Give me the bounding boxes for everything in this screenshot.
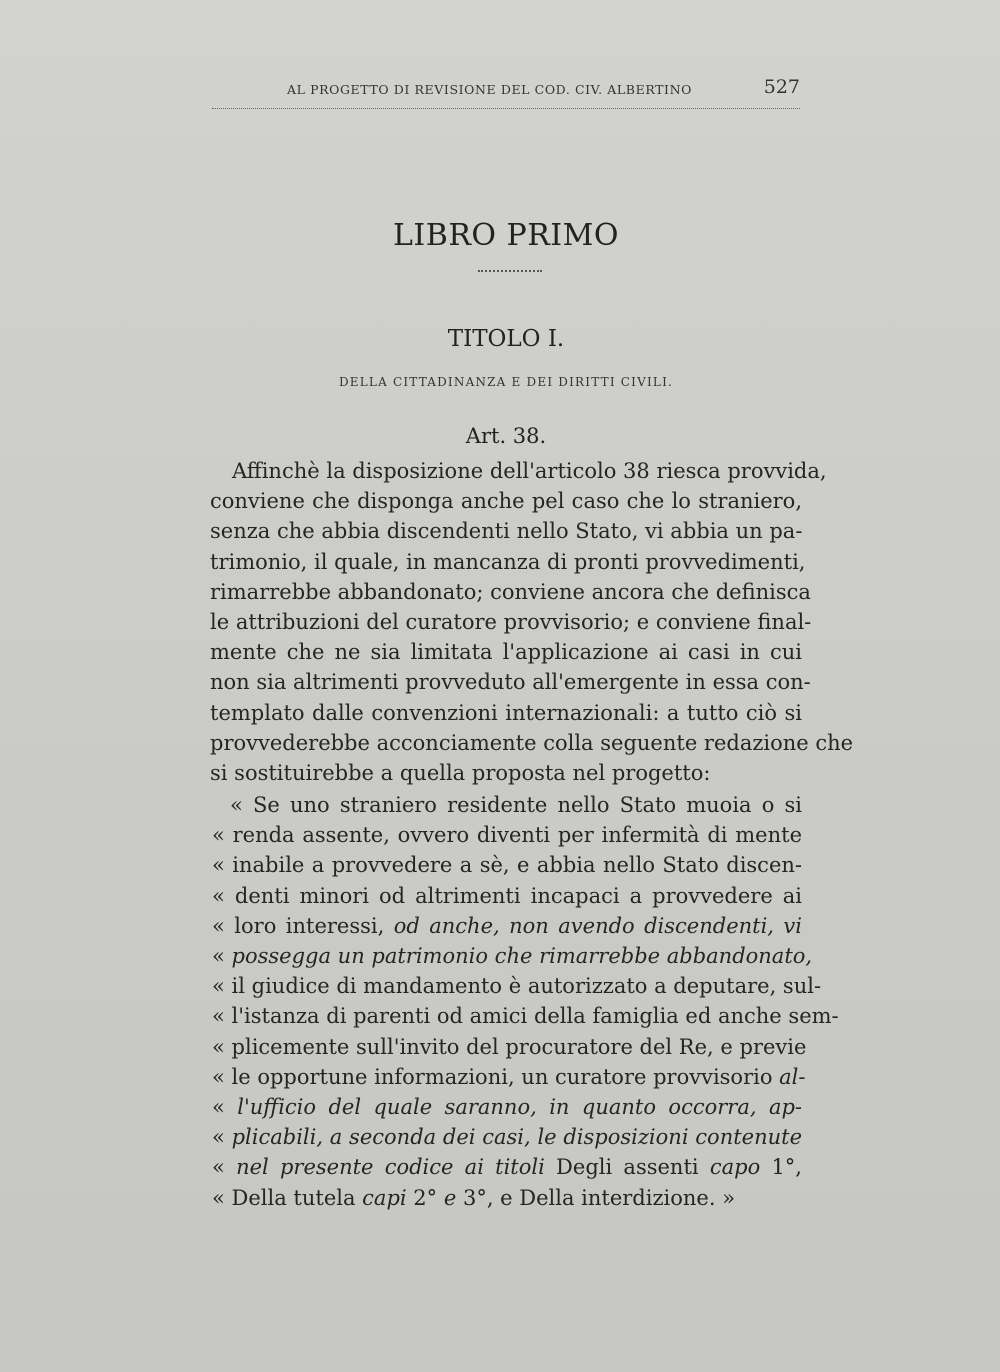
- guillemet: «: [212, 853, 233, 878]
- italic-text: l'ufficio del quale saranno, in quanto occorra, ap-: [237, 1095, 803, 1119]
- roman-text: Se uno straniero residente nello Stato muoia o si: [253, 793, 803, 817]
- guillemet: «: [212, 883, 235, 908]
- paragraph-line: le attribuzioni del curatore provvisorio; e conviene final-: [210, 610, 812, 634]
- quote-line: [212, 1152, 802, 1182]
- roman-text: Degli assenti: [544, 1155, 710, 1180]
- roman-text: il giudice di mandamento è autorizzato a deputare, sul-: [231, 974, 822, 999]
- roman-text: l'istanza di parenti od amici della famiglia ed anche sem-: [231, 1004, 839, 1029]
- paragraph-line: senza che abbia discendenti nello Stato, vi abbia un pa-: [210, 519, 803, 544]
- quote-line: [212, 881, 802, 911]
- quote-line: [212, 1122, 802, 1152]
- guillemet: «: [212, 1155, 237, 1180]
- roman-text: denti minori od altrimenti incapaci a provvedere ai: [234, 883, 802, 908]
- section-heading: DELLA CITTADINANZA E DEI DIRITTI CIVILI.: [338, 375, 674, 389]
- article-heading: Art. 38.: [465, 424, 547, 448]
- quote-line: [212, 1092, 802, 1122]
- guillemet: «: [212, 974, 232, 999]
- italic-text: nel presente codice ai titoli: [236, 1155, 545, 1180]
- paragraph-line: trimonio, il quale, in mancanza di pronti provvedimenti,: [210, 549, 806, 574]
- guillemet: «: [212, 1034, 232, 1059]
- book-title: LIBRO PRIMO: [393, 218, 619, 253]
- guillemet: «: [212, 1095, 238, 1119]
- guillemet: «: [212, 1064, 232, 1089]
- quote-line: [212, 790, 802, 820]
- paragraph-line: Affinchè la disposizione dell'articolo 38 riesca provvida,: [232, 459, 827, 483]
- quote-line: [212, 850, 802, 880]
- roman-text: renda assente, ovvero diventi per infermità di mente: [232, 823, 802, 848]
- quote-line: [212, 1032, 807, 1062]
- quote-line: [212, 911, 802, 941]
- ornamental-rule: [478, 270, 542, 272]
- paragraph-line: provvederebbe acconciamente colla seguente redazione che: [210, 730, 854, 755]
- quote-line: [212, 820, 802, 850]
- guillemet: «: [212, 1185, 232, 1210]
- roman-text: 1°,: [760, 1155, 802, 1180]
- italic-text: e: [443, 1185, 457, 1210]
- running-header: [212, 78, 800, 109]
- paragraph-line: non sia altrimenti provveduto all'emergente in essa con-: [210, 670, 811, 695]
- italic-text: al-: [779, 1064, 806, 1089]
- italic-text: possegga un patrimonio che rimarrebbe abbandonato,: [231, 944, 813, 968]
- quote-line: [212, 1183, 802, 1213]
- roman-text: loro interessi,: [234, 913, 394, 938]
- quote-line: [212, 1001, 839, 1031]
- roman-text: 3°, e Della interdizione.: [456, 1185, 723, 1210]
- running-title: AL PROGETTO DI REVISIONE DEL COD. CIV. ALBERTINO: [287, 82, 692, 97]
- guillemet: «: [212, 944, 232, 968]
- roman-text: le opportune informazioni, un curatore provvisorio: [231, 1064, 780, 1089]
- paragraph-line: si sostituirebbe a quella proposta nel progetto:: [210, 761, 711, 785]
- italic-text: capi: [362, 1185, 407, 1210]
- guillemet: «: [212, 1125, 232, 1150]
- quote-line: [212, 1062, 806, 1092]
- paragraph-line: templato dalle convenzioni internazionali: a tutto ciò si: [210, 700, 802, 725]
- closing-guillemet: »: [722, 1185, 736, 1210]
- paragraph-line: rimarrebbe abbandonato; conviene ancora che definisca: [210, 579, 811, 604]
- guillemet: «: [212, 823, 233, 848]
- italic-text: capo: [709, 1155, 761, 1180]
- italic-text: plicabili, a seconda dei casi, le disposizioni contenute: [231, 1125, 802, 1150]
- italic-text: od anche, non avendo discendenti, vi: [393, 913, 803, 938]
- guillemet: «: [212, 913, 235, 938]
- roman-text: inabile a provvedere a sè, e abbia nello Stato discen-: [232, 853, 802, 878]
- roman-text: plicemente sull'invito del procuratore del Re, e previe: [231, 1034, 807, 1059]
- quote-line: [212, 941, 813, 971]
- quote-line: [212, 971, 822, 1001]
- paragraph-line: conviene che disponga anche pel caso che lo straniero,: [210, 489, 802, 514]
- guillemet: «: [212, 1004, 232, 1029]
- title-heading: TITOLO I.: [447, 326, 565, 352]
- paragraph-line: mente che ne sia limitata l'applicazione ai casi in cui: [210, 640, 802, 665]
- roman-text: Della tutela: [231, 1185, 363, 1210]
- roman-text: 2°: [406, 1185, 444, 1210]
- guillemet: «: [230, 793, 254, 817]
- page-number: 527: [763, 76, 800, 98]
